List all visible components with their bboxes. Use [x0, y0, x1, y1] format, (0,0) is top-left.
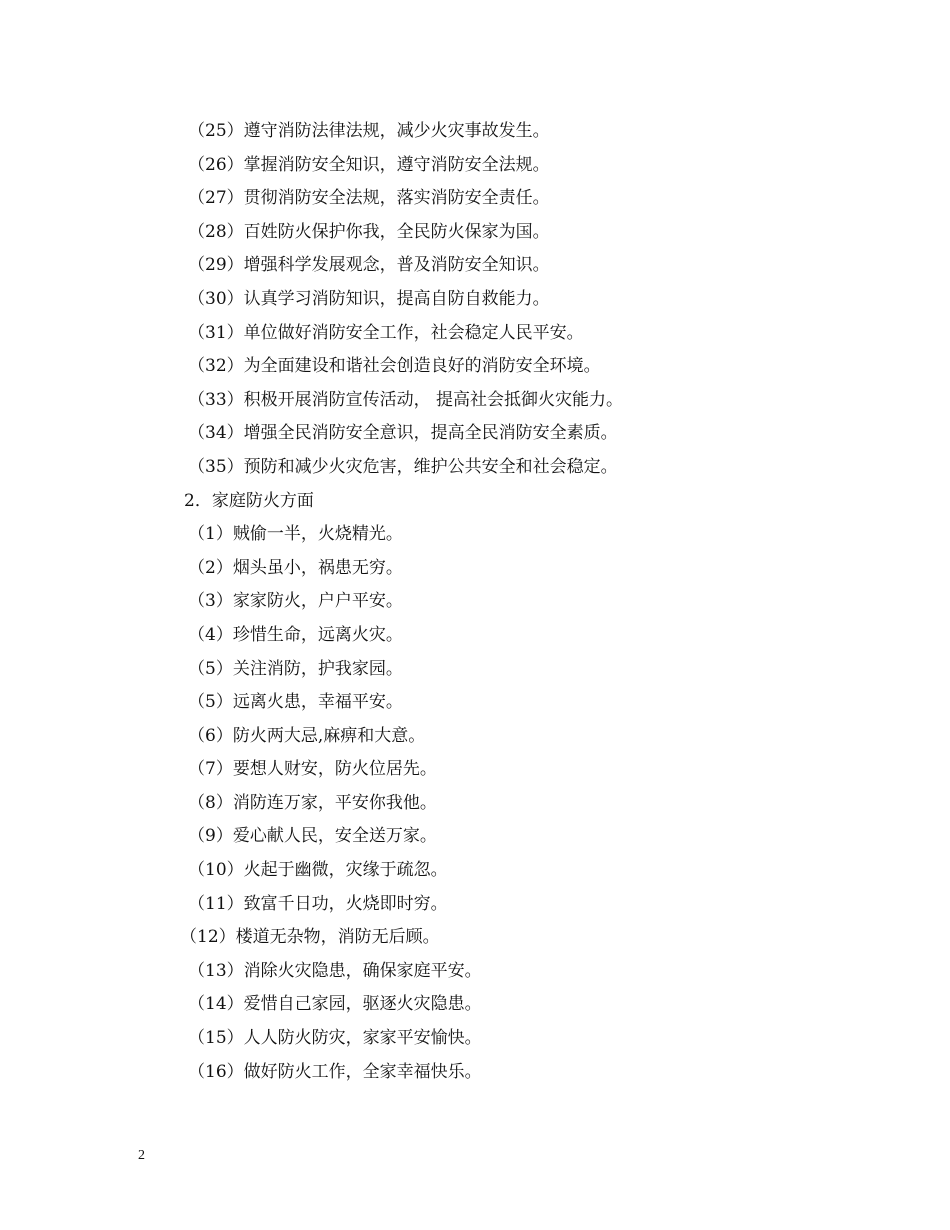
list-item: （8）消防连万家，平安你我他。: [188, 792, 437, 813]
list-item: （14）爱惜自己家园，驱逐火灾隐患。: [188, 994, 482, 1015]
slogan-list: [0, 115, 950, 1089]
list-item: （29）增强科学发展观念，普及消防安全知识。: [188, 255, 550, 276]
list-item: （16）做好防火工作，全家幸福快乐。: [188, 1061, 482, 1082]
list-item: （27）贯彻消防安全法规，落实消防安全责任。: [188, 188, 550, 209]
list-item: （3）家家防火，户户平安。: [188, 591, 403, 612]
list-item: （32）为全面建设和谐社会创造良好的消防安全环境。: [188, 356, 601, 377]
list-item: （6）防火两大忌,麻痹和大意。: [188, 725, 426, 746]
list-item: （13）消除火灾隐患，确保家庭平安。: [188, 960, 482, 981]
page-number: 2: [138, 1148, 145, 1163]
list-item: （26）掌握消防安全知识，遵守消防安全法规。: [188, 154, 550, 175]
list-item: （25）遵守消防法律法规，减少火灾事故发生。: [188, 121, 550, 141]
list-item: （7）要想人财安，防火位居先。: [188, 759, 437, 780]
list-item: （2）烟头虽小，祸患无穷。: [188, 557, 403, 578]
list-item: （9）爱心献人民，安全送万家。: [188, 826, 437, 847]
list-item: （35）预防和减少火灾危害，维护公共安全和社会稳定。: [188, 456, 618, 477]
section-heading: 2．家庭防火方面: [184, 490, 314, 511]
list-item: （33）积极开展消防宣传活动， 提高社会抵御火灾能力。: [188, 389, 624, 410]
list-item: （4）珍惜生命，远离火灾。: [188, 624, 403, 645]
list-item: （31）单位做好消防安全工作，社会稳定人民平安。: [188, 322, 584, 343]
list-item: （30）认真学习消防知识，提高自防自救能力。: [188, 288, 550, 309]
list-item: （1）贼偷一半，火烧精光。: [188, 524, 403, 545]
list-item: （10）火起于幽微，灾缘于疏忽。: [188, 860, 448, 881]
list-item: （28）百姓防火保护你我，全民防火保家为国。: [188, 221, 550, 242]
list-item: （5）远离火患，幸福平安。: [188, 692, 403, 713]
list-item: （12）楼道无杂物，消防无后顾。: [180, 927, 440, 948]
list-item: （11）致富千日功，火烧即时穷。: [188, 893, 448, 914]
list-item: （15）人人防火防灾，家家平安愉快。: [188, 1028, 482, 1049]
list-item: （5）关注消防，护我家园。: [188, 658, 403, 679]
list-item: （34）增强全民消防安全意识，提高全民消防安全素质。: [188, 423, 618, 444]
